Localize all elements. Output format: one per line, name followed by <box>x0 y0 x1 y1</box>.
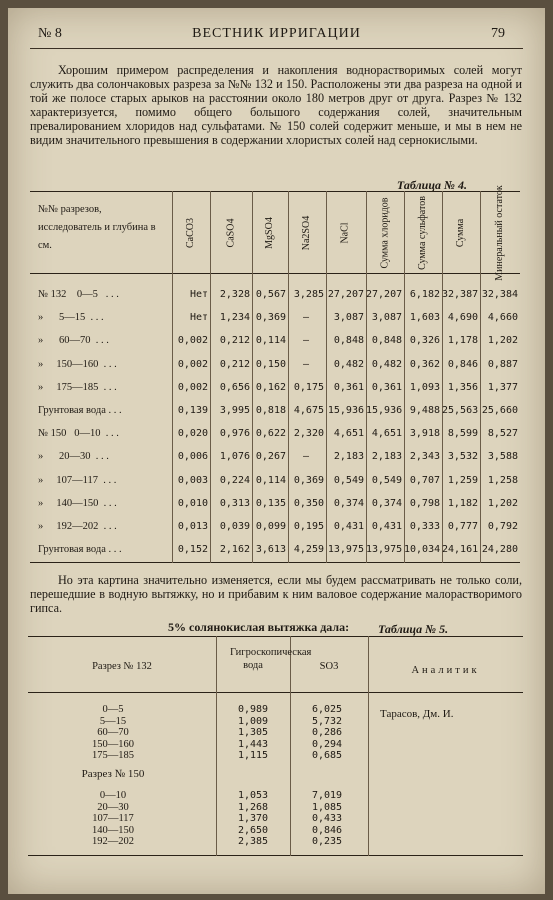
table4-cell: 1,182 <box>447 497 478 509</box>
table5-depth: 0—5 <box>102 704 124 715</box>
table4-column-header <box>480 185 520 281</box>
table4-cell: 15,936 <box>366 405 403 416</box>
table5-so3: 7,019 <box>311 790 343 801</box>
table-row <box>30 335 520 353</box>
table4-column-header <box>366 197 404 269</box>
table4-cell: 1,093 <box>409 381 440 393</box>
page-number: 79 <box>491 26 505 41</box>
table4-row-label: Грунтовая вода . . . <box>38 544 122 556</box>
table4-cell: 1,076 <box>219 451 250 463</box>
table4-cell: 4,259 <box>293 544 324 556</box>
table5-water: 0,989 <box>237 704 269 715</box>
table4-cell: 0,224 <box>219 474 250 486</box>
table4-column-header-text: CaCO3 <box>185 218 196 248</box>
table4-cell: 1,234 <box>219 312 250 324</box>
table4-column-header-text: Сумма хлоридов <box>379 197 390 269</box>
table4-row-label: » 60—70 . . . <box>38 335 109 347</box>
table4-cell: 0,212 <box>219 358 250 370</box>
table4-cell: 0,175 <box>293 381 324 393</box>
table4-cell: 6,182 <box>409 289 440 300</box>
table4-row-label: » 192—202 . . . <box>38 521 117 532</box>
table-row <box>30 498 520 516</box>
table4-column-header-text: NaCl <box>339 222 351 244</box>
table4-cell: 32,384 <box>481 289 518 300</box>
table4-cell: 25,660 <box>481 405 518 416</box>
table5-depth: 0—10 <box>99 790 127 801</box>
table5-rule <box>28 636 523 637</box>
table4-cell: 0,431 <box>333 521 364 532</box>
table-row <box>30 521 520 539</box>
table-row <box>30 289 520 307</box>
table-row <box>30 544 520 562</box>
page-header <box>8 26 545 48</box>
table4-cell: 1,178 <box>447 335 478 347</box>
table4-cell: 0,549 <box>371 474 402 486</box>
table4-row-label: » 140—150 . . . <box>38 497 117 509</box>
table4-cell: 0,818 <box>255 405 286 416</box>
table5-column-header: Гигроскопическая вода <box>230 647 312 671</box>
table4-cell: 0,139 <box>177 405 208 416</box>
table5-water: 1,115 <box>237 750 269 761</box>
table4-cell: — <box>302 312 310 324</box>
table4-cell: 0,350 <box>293 497 324 509</box>
table4-cell: 0,150 <box>255 358 286 370</box>
table4-cell: 2,183 <box>333 451 364 463</box>
table4-cell: 0,656 <box>219 381 250 393</box>
paragraph-2: Но эта картина значительно изменяется, если мы будем рассматривать не только соли, перешедшие в водную вытяжку, но и прибавим к ним валовое содержание малорастворимого гипса. <box>30 573 522 615</box>
table4-cell: 1,377 <box>487 381 518 393</box>
table4-column-header <box>326 197 366 269</box>
table4-cell: — <box>302 358 310 370</box>
table5-so3: 0,433 <box>311 813 343 824</box>
table4-cell: 1,356 <box>447 381 478 393</box>
header-rule <box>30 48 523 49</box>
table5-water: 1,268 <box>237 801 269 813</box>
table5-water: 2,385 <box>237 836 269 847</box>
table4-cell: 1,202 <box>487 335 518 347</box>
table5-depth: 20—30 <box>97 801 129 813</box>
paragraph-1: Хорошим примером распределения и накопления воднорастворимых солей могут служить два солончаковых разреза за №№ 132 и 150. Расположены эти два разреза на одной и той же полосе старых арыков на расстоянии около 180 метров друг от друга. Разрез № 132 характеризуется, помимо общего большого содержания солей, значительным превалированием хлоридов над сульфатами. № 150 солей содержит меньше, и мы в нем не видим значительного превышения в содержании хлористых солей над сернокислыми. <box>30 63 522 147</box>
table4-cell: 0,431 <box>371 521 402 532</box>
table4-cell: 0,010 <box>177 497 208 509</box>
table-5 <box>28 636 523 856</box>
table4-cell: 0,361 <box>371 381 402 393</box>
table5-so3: 0,846 <box>311 824 343 836</box>
table5-water: 1,370 <box>237 813 269 824</box>
table4-cell: 0,848 <box>371 335 402 347</box>
table4-cell: 0,707 <box>409 474 440 486</box>
table4-cell: — <box>302 335 310 347</box>
table4-header-label: №№ разрезов, исследователь и глубина в см. <box>38 204 156 251</box>
table4-cell: 25,563 <box>442 405 479 416</box>
table4-cell: 2,328 <box>219 289 250 300</box>
table4-column-header-text: CaSO4 <box>225 218 236 248</box>
table4-cell: 0,003 <box>177 474 208 486</box>
table5-depth: 175—185 <box>92 750 134 761</box>
table4-cell: 0,333 <box>409 521 440 532</box>
table4-cell: 0,846 <box>447 358 478 370</box>
table4-cell: 0,114 <box>255 474 286 486</box>
table4-cell: 0,976 <box>219 428 250 440</box>
table4-cell: 0,374 <box>333 497 364 509</box>
table4-cell: 4,651 <box>371 428 402 440</box>
table4-cell: 0,369 <box>293 474 324 486</box>
table4-cell: 27,207 <box>366 289 403 300</box>
table5-depth: 150—160 <box>92 738 134 750</box>
table4-cell: 0,039 <box>219 521 250 532</box>
table4-cell: 3,532 <box>447 451 478 463</box>
table4-cell: 0,099 <box>255 521 286 532</box>
table4-cell: 3,285 <box>293 289 324 300</box>
table4-row-label: » 150—160 . . . <box>38 358 117 370</box>
table5-depth: 192—202 <box>92 836 134 847</box>
table4-cell: 0,313 <box>219 497 250 509</box>
table4-column-header <box>288 197 326 269</box>
table5-water: 1,009 <box>237 715 269 727</box>
table5-column-header: Разрез № 132 <box>92 661 152 672</box>
table5-depth: 140—150 <box>92 824 134 836</box>
table4-row-label: № 132 0—5 . . . <box>38 289 119 300</box>
table5-rule <box>28 855 523 856</box>
table4-cell: 4,660 <box>487 312 518 324</box>
table4-row-label: » 175—185 . . . <box>38 381 117 393</box>
table4-cell: 2,162 <box>219 544 250 556</box>
table4-cell: 0,006 <box>177 451 208 463</box>
table4-cell: 4,651 <box>333 428 364 440</box>
table4-cell: 0,777 <box>447 521 478 532</box>
table5-so3: 0,294 <box>311 738 343 750</box>
table4-cell: 0,152 <box>177 544 208 556</box>
table4-cell: 9,488 <box>409 405 440 416</box>
table4-cell: 4,690 <box>447 312 478 324</box>
table5-depth: 107—117 <box>92 813 134 824</box>
table4-cell: 0,362 <box>409 358 440 370</box>
table5-analyst: Тарасов, Дм. И. <box>380 708 454 720</box>
table4-cell: 3,087 <box>333 312 364 324</box>
table4-cell: 0,792 <box>487 521 518 532</box>
table4-row-label: » 107—117 . . . <box>38 474 117 486</box>
table4-cell: 3,995 <box>219 405 250 416</box>
table4-cell: 2,183 <box>371 451 402 463</box>
table4-cell: 0,482 <box>333 358 364 370</box>
table4-cell: 0,369 <box>255 312 286 324</box>
table5-so3: 0,685 <box>311 750 343 761</box>
table4-cell: 1,259 <box>447 474 478 486</box>
table5-so3: 0,286 <box>311 727 343 738</box>
table4-cell: 0,020 <box>177 428 208 440</box>
table5-so3: 5,732 <box>311 715 343 727</box>
table5-so3: 1,085 <box>311 801 343 813</box>
table5-depth: 60—70 <box>97 727 129 738</box>
table4-rule <box>30 273 520 274</box>
table4-cell: 24,161 <box>442 544 479 556</box>
table4-row-label: № 150 0—10 . . . <box>38 428 119 440</box>
table4-cell: 0,135 <box>255 497 286 509</box>
table4-cell: 0,326 <box>409 335 440 347</box>
table4-cell: 0,002 <box>177 358 208 370</box>
table4-cell: 0,567 <box>255 289 286 300</box>
table4-row-label: » 20—30 . . . <box>38 451 109 463</box>
table4-cell: 15,936 <box>327 405 364 416</box>
table4-cell: 32,387 <box>442 289 479 300</box>
table-row <box>30 451 520 469</box>
table4-cell: 0,013 <box>177 521 208 532</box>
table4-cell: 13,975 <box>327 544 364 556</box>
table5-water: 2,650 <box>237 824 269 836</box>
table4-cell: 3,087 <box>371 312 402 324</box>
table5-column-header: SO3 <box>319 661 339 672</box>
table4-column-header <box>252 197 288 269</box>
table4-column-header <box>210 197 252 269</box>
table-row <box>30 405 520 423</box>
table4-cell: Нет <box>189 289 208 300</box>
table4-cell: 10,034 <box>404 544 441 556</box>
table4-rule <box>30 191 520 192</box>
table4-cell: 0,798 <box>409 497 440 509</box>
table-row <box>30 312 520 330</box>
issue-number: № 8 <box>38 26 62 41</box>
table4-cell: 1,258 <box>487 474 518 486</box>
table4-column-header <box>404 197 442 269</box>
table4-column-header-text: Минеральный остаток <box>494 185 505 281</box>
table4-cell: 0,212 <box>219 335 250 347</box>
table4-column-header <box>172 197 210 269</box>
table4-cell: 2,343 <box>409 451 440 463</box>
table4-cell: 0,361 <box>333 381 364 393</box>
table4-cell: 27,207 <box>327 289 364 300</box>
table4-column-header-text: Na2SO4 <box>300 215 312 251</box>
journal-page <box>8 8 545 894</box>
table4-cell: 3,918 <box>409 428 440 440</box>
table4-cell: 0,887 <box>487 358 518 370</box>
table4-column-header <box>442 197 480 269</box>
table4-cell: — <box>302 451 310 463</box>
table4-cell: 0,622 <box>255 428 286 440</box>
table5-water: 1,053 <box>237 790 269 801</box>
table5-column-header: Аналитик <box>411 665 480 676</box>
table4-cell: 0,162 <box>255 381 286 393</box>
table4-column-header-text: MgSO4 <box>264 217 275 249</box>
table4-cell: 0,002 <box>177 381 208 393</box>
table5-so3: 0,235 <box>311 836 343 847</box>
table4-row-label: » 5—15 . . . <box>38 312 104 324</box>
table4-cell: 8,527 <box>487 428 518 440</box>
table4-cell: Нет <box>189 312 208 324</box>
table4-cell: 13,975 <box>366 544 403 556</box>
table4-cell: 0,374 <box>371 497 402 509</box>
table4-cell: 1,603 <box>409 312 440 324</box>
table4-cell: 3,588 <box>487 451 518 463</box>
table4-cell: 4,675 <box>293 405 324 416</box>
table4-cell: 0,549 <box>333 474 364 486</box>
table5-caption: Таблица № 5. <box>378 622 449 636</box>
table4-cell: 2,320 <box>293 428 324 440</box>
table4-cell: 0,482 <box>371 358 402 370</box>
table5-water: 1,305 <box>237 727 269 738</box>
table5-water: 1,443 <box>237 738 269 750</box>
table4-column-header-text: Сумма <box>454 218 466 248</box>
table4-cell: 0,848 <box>333 335 364 347</box>
table-row <box>30 382 520 400</box>
table4-cell: 0,002 <box>177 335 208 347</box>
table5-rule <box>28 692 523 693</box>
table-row <box>30 359 520 377</box>
table5-section-label: Разрез № 150 <box>81 768 145 780</box>
table4-caption: Таблица № 4. <box>396 178 467 192</box>
table4-cell: 0,267 <box>255 451 286 463</box>
table4-cell: 0,195 <box>293 521 324 532</box>
table4-cell: 1,202 <box>487 497 518 509</box>
table4-row-label: Грунтовая вода . . . <box>38 405 122 416</box>
table4-cell: 3,613 <box>255 544 286 556</box>
table5-title: 5% солянокислая вытяжка дала: <box>168 620 350 634</box>
journal-title: ВЕСТНИК ИРРИГАЦИИ <box>192 26 361 41</box>
table4-cell: 8,599 <box>447 428 478 440</box>
table4-column-header-text: Сумма сульфатов <box>417 196 429 270</box>
table4-cell: 24,280 <box>481 544 518 556</box>
table5-depth: 5—15 <box>99 715 127 727</box>
table-row <box>30 428 520 446</box>
table-row <box>30 475 520 493</box>
table5-so3: 6,025 <box>311 704 343 715</box>
table4-cell: 0,114 <box>255 335 286 347</box>
